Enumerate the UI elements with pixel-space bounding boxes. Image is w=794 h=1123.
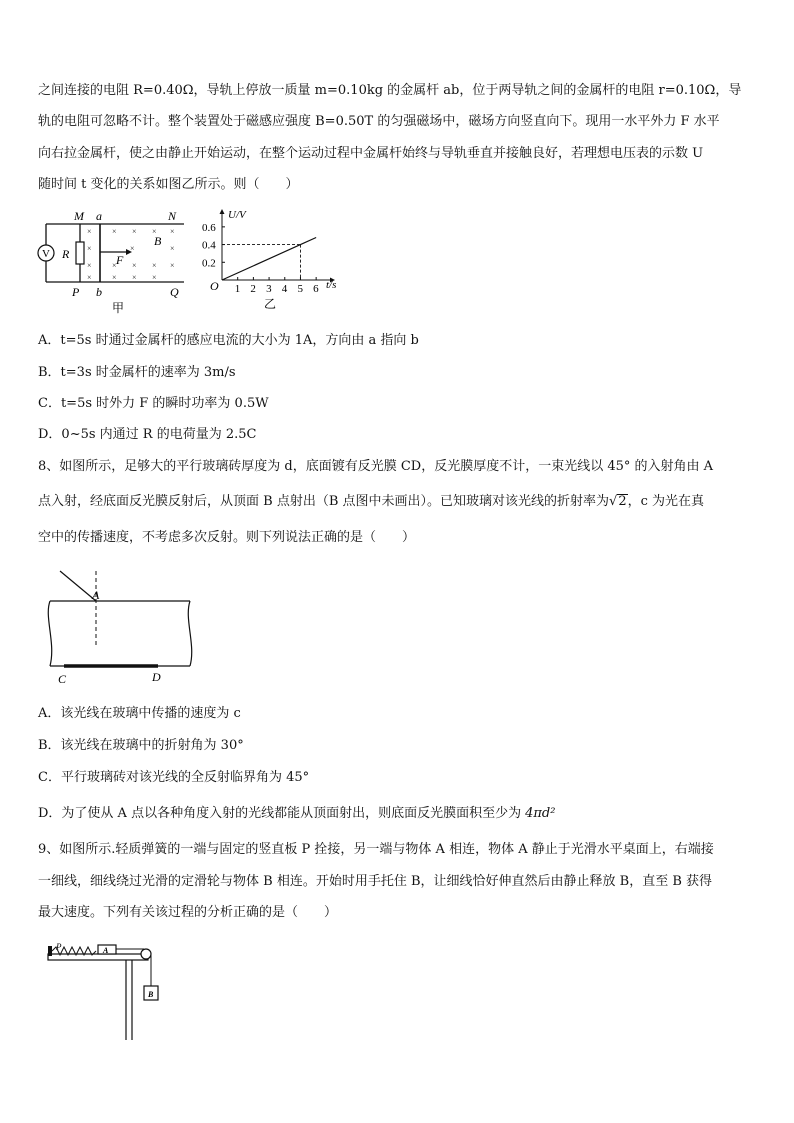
x-tick-label: 2	[250, 283, 256, 295]
q8-option-d: D．为了使从 A 点以各种角度入射的光线都能从顶面射出，则底面反光膜面积至少为 4πd²	[38, 806, 556, 821]
incident-ray	[60, 571, 96, 601]
q8-option-c: C．平行玻璃砖对该光线的全反射临界角为 45°	[38, 770, 310, 785]
x-tick-label: 6	[313, 283, 319, 295]
y-tick-label: 0.4	[202, 239, 216, 252]
plate-p	[48, 946, 52, 956]
label-Q: Q	[170, 285, 179, 299]
series-line-u-vs-t	[222, 237, 316, 280]
x-tick-label: 3	[266, 283, 272, 295]
x-axis-label: t/s	[326, 279, 337, 291]
area-formula: 4πd²	[525, 806, 556, 821]
q9-figure-spring-pulley	[40, 942, 170, 1042]
svg-text:×: ×	[130, 244, 135, 253]
slab-right-edge	[188, 601, 191, 666]
sqrt-two: 2	[618, 494, 627, 509]
origin-label: O	[210, 279, 219, 293]
q7-text-line-4: 随时间 t 变化的关系如图乙所示。则（ ）	[38, 177, 299, 192]
q7-figure-ut-graph	[200, 206, 350, 316]
x-tick-label: 4	[281, 283, 288, 295]
q9-text-line-2: 一细线，细线绕过光滑的定滑轮与物体 B 相连。开始时用手托住 B，让细线恰好伸直然后由静止释放 B，直至 B 获得	[38, 874, 713, 889]
label-P: P	[72, 285, 80, 299]
svg-text:×: ×	[152, 273, 157, 282]
q7-option-c: C．t=5s 时外力 F 的瞬时功率为 0.5W	[38, 396, 269, 411]
label-V: V	[42, 248, 50, 260]
caption-jia: 甲	[112, 301, 125, 315]
svg-text:×: ×	[87, 227, 92, 236]
label-b: b	[96, 285, 102, 299]
svg-text:×: ×	[87, 273, 92, 282]
caption-yi: 乙	[264, 297, 277, 311]
table-top	[48, 954, 148, 960]
svg-text:×: ×	[112, 227, 117, 236]
x-tick-label: 1	[234, 283, 241, 295]
svg-text:×: ×	[112, 273, 117, 282]
svg-text:×: ×	[152, 227, 157, 236]
label-N: N	[168, 209, 177, 223]
q9-text-line-3: 最大速度。下列有关该过程的分析正确的是（ ）	[38, 905, 338, 920]
q7-text-line-1: 之间连接的电阻 R=0.40Ω，导轨上停放一质量 m=0.10kg 的金属杆 ab，位于两导轨之间的金属杆的电阻 r=0.10Ω，导	[38, 83, 742, 98]
label-C: C	[58, 672, 67, 686]
resistor-icon	[76, 242, 84, 264]
q7-text-line-3: 向右拉金属杆，使之由静止开始运动，在整个运动过程中金属杆始终与导轨垂直并接触良好，若理想电压表的示数 U	[38, 146, 704, 161]
label-B: B	[148, 990, 154, 999]
label-B: B	[154, 234, 162, 248]
y-axis-arrow-icon	[220, 209, 225, 214]
pulley-icon	[141, 949, 151, 959]
label-A: A	[103, 946, 109, 955]
label-A: A	[92, 588, 100, 602]
y-axis-label: U/V	[228, 209, 246, 221]
svg-text:×: ×	[132, 227, 137, 236]
q7-option-b: B．t=3s 时金属杆的速率为 3m/s	[38, 365, 236, 380]
label-M: M	[74, 209, 84, 223]
svg-text:×: ×	[170, 227, 175, 236]
label-D: D	[152, 670, 161, 684]
q8-option-a: A．该光线在玻璃中传播的速度为 c	[38, 706, 241, 721]
slab-left-edge	[48, 601, 51, 666]
q7-figure-circuit	[34, 206, 194, 318]
label-R: R	[62, 247, 70, 261]
svg-text:×: ×	[87, 244, 92, 253]
q7-option-a: A．t=5s 时通过金属杆的感应电流的大小为 1A，方向由 a 指向 b	[38, 333, 419, 348]
svg-text:×: ×	[87, 261, 92, 270]
svg-text:×: ×	[132, 273, 137, 282]
y-tick-label: 0.6	[202, 221, 216, 234]
label-F: F	[116, 253, 124, 267]
label-P: P	[56, 942, 62, 952]
q7-option-d: D．0~5s 内通过 R 的电荷量为 2.5C	[38, 427, 257, 442]
svg-text:×: ×	[170, 244, 175, 253]
label-a: a	[96, 209, 102, 223]
q8-option-b: B．该光线在玻璃中的折射角为 30°	[38, 738, 244, 753]
svg-text:×: ×	[132, 261, 137, 270]
x-tick-label: 5	[297, 283, 303, 295]
y-tick-label: 0.2	[202, 257, 216, 270]
svg-text:×: ×	[170, 261, 175, 270]
q8-figure-glass-slab	[40, 565, 200, 689]
svg-text:×: ×	[152, 261, 157, 270]
q8-text-line-2: 点入射，经底面反光膜反射后，从顶面 B 点射出（B 点图中未画出）。已知玻璃对该光线的折射率为√2，c 为光在真	[38, 494, 705, 509]
q7-text-line-2: 轨的电阻可忽略不计。整个装置处于磁感应强度 B=0.50T 的匀强磁场中，磁场方向竖直向下。现用一水平外力 F 水平	[38, 114, 720, 129]
q8-text-line-1: 8、如图所示，足够大的平行玻璃砖厚度为 d，底面镀有反光膜 CD，反光膜厚度不计，一束光线以 45° 的入射角由 A	[38, 459, 714, 474]
q9-text-line-1: 9、如图所示.轻质弹簧的一端与固定的竖直板 P 拴接，另一端与物体 A 相连，物体 A 静止于光滑水平桌面上，右端接	[38, 842, 714, 857]
svg-text:×: ×	[112, 261, 117, 270]
q8-text-line-3: 空中的传播速度，不考虑多次反射。则下列说法正确的是（ ）	[38, 530, 416, 545]
